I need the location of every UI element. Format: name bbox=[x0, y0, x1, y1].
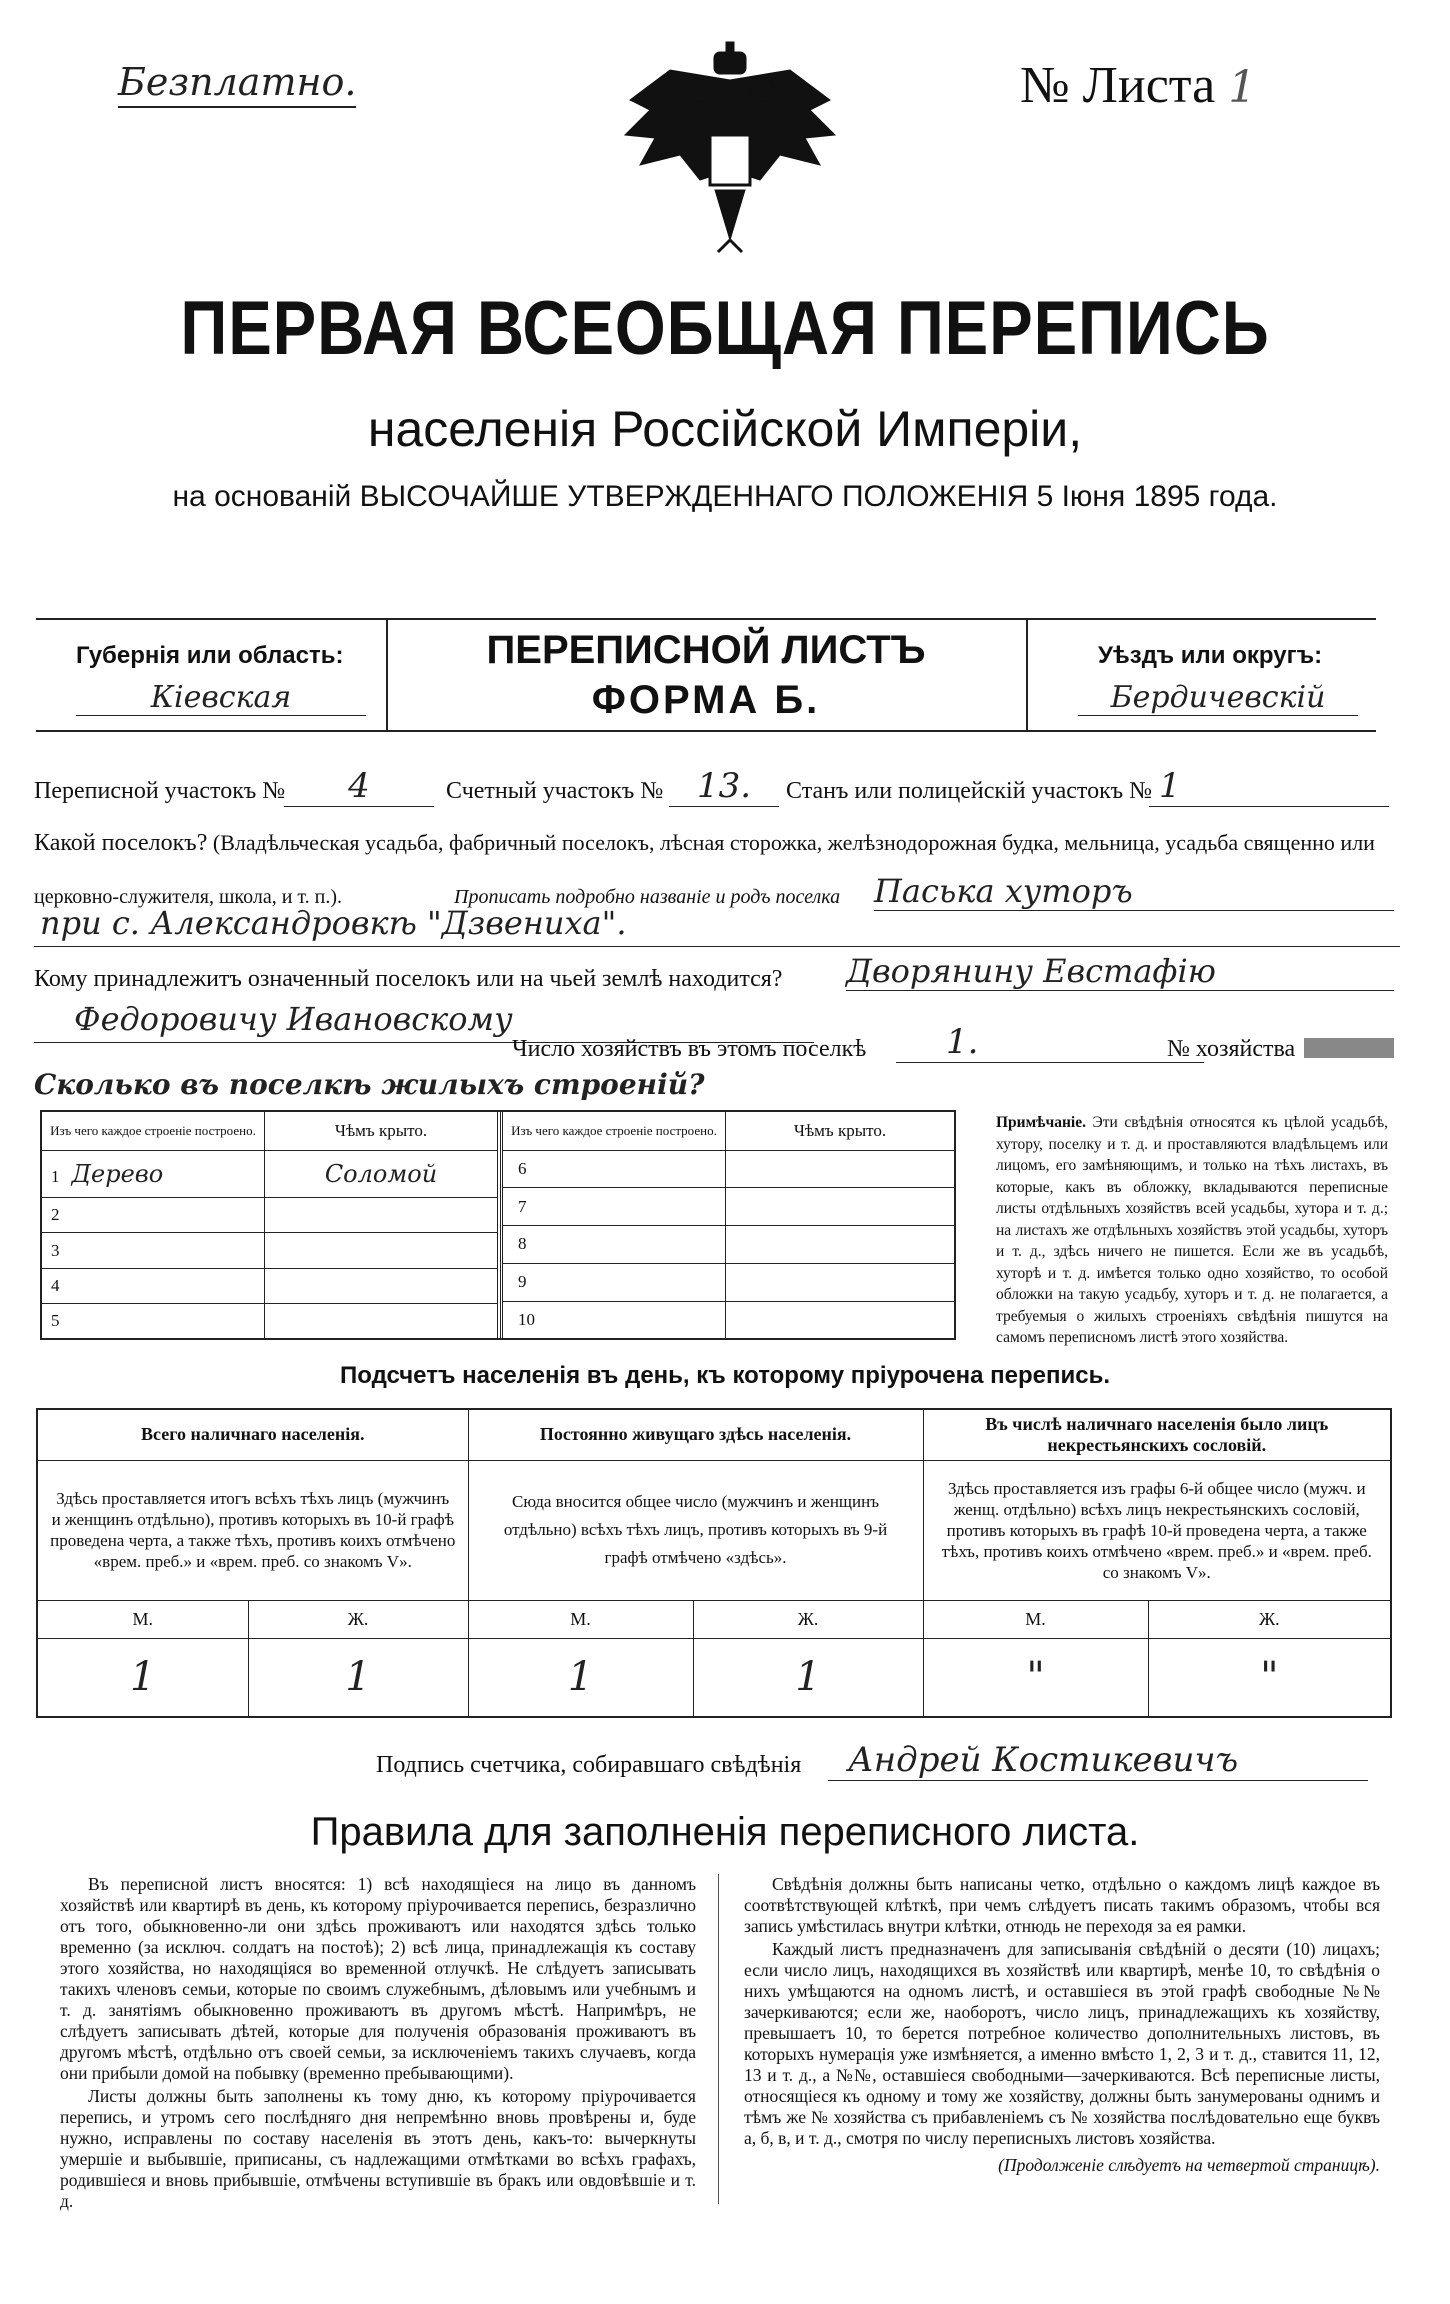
rules-left-p2: Листы должны быть заполнены къ тому дню, къ которому пріурочивается перепись, и утромъ сего послѣдняго дня непремѣнно вновь провѣрены и, буде нужно, исправлены по составу населенія въ этотъ день, какъ-то: вычеркнуты умершіе и выбывшіе, приписаны, съ надлежащими отмѣтками во всѣхъ графахъ, родившіеся и вновь прибывшіе, отмѣчены вступившіе въ бракъ или овдовѣвшіе и т. д. bbox=[60, 2086, 696, 2211]
double-headed-eagle-icon bbox=[610, 40, 850, 255]
buildings-row bbox=[42, 1233, 498, 1268]
count-desc-total: Здѣсь проставляется итогъ всѣхъ тѣхъ лицъ (мужчинъ и женщинъ отдѣльно), противъ которыхъ въ 10-й графѣ проведена черта, а также тѣхъ, противъ коихъ отмѣчено «врем. преб.» и «врем. преб. со знакомъ V». bbox=[38, 1460, 468, 1600]
settlement-hint-1: (Владѣльческая усадьба, фабричный поселокъ, лѣсная сторожка, желѣзнодорожная будка, мельница, усадьба священно или bbox=[212, 830, 1375, 855]
household-no-field[interactable] bbox=[1304, 1038, 1394, 1058]
buildings-row bbox=[502, 1150, 955, 1188]
count-total-m[interactable]: 1 bbox=[38, 1638, 248, 1716]
sheet-number bbox=[1020, 56, 1256, 115]
building-roof[interactable] bbox=[265, 1303, 498, 1338]
count-head-total: Всего наличнаго населенія. bbox=[38, 1410, 468, 1460]
free-label: Безплатно. bbox=[118, 60, 356, 108]
buildings-head-roof: Чѣмъ крыто. bbox=[265, 1112, 498, 1150]
gubernia-label: Губернія или область: bbox=[76, 642, 344, 669]
count-permanent-zh[interactable]: 1 bbox=[693, 1638, 923, 1716]
buildings-row bbox=[42, 1198, 498, 1233]
settlement-instruction: Прописать подробно названіе и родъ поселка bbox=[454, 886, 841, 908]
count-m-header: М. bbox=[38, 1600, 248, 1638]
district-row bbox=[34, 766, 1394, 812]
buildings-head-roof: Чѣмъ крыто. bbox=[726, 1112, 955, 1150]
settlement-question: Какой поселокъ? bbox=[34, 830, 208, 856]
count-head-permanent: Постоянно живущаго здѣсь населенія. bbox=[468, 1410, 923, 1460]
counting-district-label: Счетный участокъ № bbox=[446, 778, 664, 804]
count-m-header: М. bbox=[923, 1600, 1148, 1638]
signature-field[interactable]: Андрей Костикевичъ bbox=[828, 1740, 1368, 1781]
building-roof[interactable] bbox=[265, 1198, 498, 1233]
settlement-field-1[interactable]: Паська хуторъ bbox=[874, 872, 1394, 911]
note-block bbox=[996, 1112, 1388, 1349]
row-number: 6 bbox=[518, 1158, 527, 1178]
uezd-cell bbox=[1026, 620, 1378, 730]
page-subtitle: населенія Россійской Имперіи, bbox=[367, 401, 1083, 457]
owner-field-2-text: Федоровичу Ивановскому bbox=[74, 1000, 513, 1038]
building-roof[interactable] bbox=[726, 1150, 955, 1188]
census-district-field[interactable]: 4 bbox=[284, 766, 434, 807]
buildings-row bbox=[502, 1226, 955, 1264]
buildings-row bbox=[42, 1303, 498, 1338]
owner-row bbox=[34, 952, 1394, 1000]
row-number: 5 bbox=[51, 1310, 60, 1330]
buildings-question: Сколько въ поселкѣ жилыхъ строеній? bbox=[34, 1068, 705, 1101]
rules-continuation: (Продолженіе слѣдуетъ на четвертой страницѣ). bbox=[998, 2155, 1380, 2175]
building-roof[interactable] bbox=[726, 1226, 955, 1264]
rules-left-column bbox=[60, 1874, 696, 2214]
settlement-row bbox=[34, 830, 1394, 857]
building-roof[interactable]: Соломой bbox=[265, 1150, 498, 1198]
buildings-head-material: Изъ чего каждое строеніе построено. bbox=[42, 1112, 265, 1150]
rules-left-p1: Въ переписной листъ вносятся: 1) всѣ находящіеся на лицо въ данномъ хозяйствѣ или квартирѣ въ день, къ которому пріурочивается перепись, безразлично отъ того, обыкновенно-ли они здѣсь проживаютъ или находятся здѣсь только временно (за исключ. солдатъ на постоѣ); 2) всѣ лица, принадлежащія къ составу этого хозяйства, но находящіяся во временной отлучкѣ. Не слѣдуетъ записывать такихъ членовъ семьи, которые по своимъ служебнымъ, дѣловымъ или учебнымъ и т. д. занятіямъ обыкновенно проживаютъ въ другомъ мѣстѣ. Напримѣръ, не слѣдуетъ записывать дѣтей, которые для полученія образованія проживаютъ въ другомъ мѣстѣ, отдѣльно отъ своей семьи, за исключеніемъ такихъ случаевъ, когда они прибыли домой на побывку (временно пребывающими). bbox=[60, 1874, 696, 2083]
count-zh-header: Ж. bbox=[693, 1600, 923, 1638]
buildings-head-material: Изъ чего каждое строеніе построено. bbox=[502, 1112, 726, 1150]
row-number: 4 bbox=[51, 1275, 60, 1295]
building-roof[interactable] bbox=[726, 1263, 955, 1301]
row-number: 7 bbox=[518, 1196, 527, 1216]
uezd-label: Уѣздъ или округъ: bbox=[1098, 642, 1323, 669]
row-number: 8 bbox=[518, 1234, 527, 1254]
count-desc-permanent: Сюда вносится общее число (мужчинъ и женщинъ отдѣльно) всѣхъ тѣхъ лицъ, противъ которыхъ въ 9-й графѣ отмѣчено «здѣсь». bbox=[468, 1460, 923, 1600]
stan-field[interactable]: 1 bbox=[1149, 766, 1389, 807]
settlement-field-2[interactable]: при с. Александровкѣ "Дзвениха". bbox=[34, 904, 1400, 947]
gubernia-cell bbox=[36, 620, 388, 730]
count-table bbox=[36, 1408, 1392, 1718]
households-field[interactable]: 1. bbox=[896, 1022, 1204, 1063]
count-m-header: М. bbox=[468, 1600, 693, 1638]
count-head-nonpeasant: Въ числѣ наличнаго населенія было лицъ некрестьянскихъ сословій. bbox=[923, 1410, 1390, 1460]
owner-question: Кому принадлежитъ означенный поселокъ или на чьей землѣ находится? bbox=[34, 966, 783, 992]
household-no-label: № хозяйства bbox=[1167, 1036, 1296, 1062]
count-zh-header: Ж. bbox=[248, 1600, 468, 1638]
form-header-box bbox=[36, 618, 1376, 732]
sheet-title: ПЕРЕПИСНОЙ ЛИСТЪ bbox=[486, 628, 926, 672]
count-nonpeasant-m[interactable]: " bbox=[923, 1638, 1148, 1716]
settlement-hint-2: церковно-служителя, школа, и т. п.). bbox=[34, 886, 342, 908]
buildings-table bbox=[40, 1110, 956, 1340]
building-material[interactable]: Дерево bbox=[71, 1159, 164, 1188]
building-roof[interactable] bbox=[265, 1268, 498, 1303]
note-title: Примѣчаніе. bbox=[996, 1114, 1086, 1131]
households-row bbox=[34, 1022, 1394, 1066]
form-label: ФОРМА Б. bbox=[591, 678, 821, 722]
count-zh-header: Ж. bbox=[1148, 1600, 1390, 1638]
sheet-number-value: 1 bbox=[1228, 62, 1257, 113]
row-number: 9 bbox=[518, 1272, 527, 1292]
households-label: Число хозяйствъ въ этомъ поселкѣ bbox=[512, 1036, 867, 1062]
rules-right-column bbox=[744, 1874, 1380, 2178]
buildings-row bbox=[502, 1301, 955, 1338]
buildings-row bbox=[502, 1188, 955, 1226]
count-title: Подсчетъ населенія въ день, къ которому пріурочена перепись. bbox=[340, 1362, 1110, 1389]
count-total-zh[interactable]: 1 bbox=[248, 1638, 468, 1716]
buildings-row bbox=[42, 1150, 498, 1198]
count-permanent-m[interactable]: 1 bbox=[468, 1638, 693, 1716]
row-number: 3 bbox=[51, 1240, 60, 1260]
rules-title: Правила для заполненія переписного листа. bbox=[310, 1810, 1140, 1854]
census-district-label: Переписной участокъ № bbox=[34, 778, 286, 804]
rules-right-p1: Свѣдѣнія должны быть написаны четко, отдѣльно о каждомъ лицѣ каждое въ соотвѣтствующей клѣткѣ, при чемъ слѣдуетъ писать такимъ образомъ, чтобы вся запись умѣстилась внутри клѣтки, отнюдь не переходя за ея рамки. bbox=[744, 1874, 1380, 1936]
buildings-row bbox=[502, 1263, 955, 1301]
owner-field-1[interactable]: Дворянину Евстафію bbox=[846, 952, 1394, 991]
building-roof[interactable] bbox=[726, 1301, 955, 1338]
rules-divider bbox=[718, 1874, 719, 2204]
signature-row bbox=[36, 1740, 1388, 1786]
buildings-row bbox=[42, 1268, 498, 1303]
count-nonpeasant-zh[interactable]: " bbox=[1148, 1638, 1390, 1716]
note-text: Эти свѣдѣнія относятся къ цѣлой усадьбѣ, хутору, поселку и т. д. и проставляются владѣльцемъ или лицомъ, его замѣняющимъ, и только на тѣхъ листахъ, въ которые, какъ въ обложку, вкладываются переписные листы отдѣльныхъ хозяйствъ всей усадьбы, хутора и т. д.; на листахъ же отдѣльныхъ хозяйствъ этой усадьбы, хуторъ и т. д., здѣсь ничего не пишется. Если же въ усадьбѣ, хуторѣ и т. д. имѣется только одно хозяйство, то особой обложки на такую усадьбу, хуторъ и т. д. не полагается, а требуемыя о жилыхъ строеніяхъ свѣдѣнія пишутся на самомъ переписномъ листѣ этого хозяйства. bbox=[996, 1114, 1389, 1346]
row-number: 2 bbox=[51, 1205, 60, 1225]
uezd-field[interactable]: Бердичевскій bbox=[1078, 680, 1358, 716]
counting-district-field[interactable]: 13. bbox=[669, 766, 779, 807]
legal-basis: на основаній ВЫСОЧАЙШЕ УТВЕРЖДЕННАГО ПОЛОЖЕНІЯ 5 Іюня 1895 года. bbox=[172, 480, 1278, 513]
row-number: 10 bbox=[518, 1309, 535, 1329]
signature-label: Подпись счетчика, собиравшаго свѣдѣнія bbox=[376, 1752, 802, 1778]
row-number: 1 bbox=[51, 1166, 60, 1186]
stan-label: Станъ или полицейскій участокъ № bbox=[786, 778, 1153, 804]
count-desc-nonpeasant: Здѣсь проставляется изъ графы 6-й общее число (мужч. и женщ. отдѣльно) всѣхъ лицъ некрестьянскихъ сословій, противъ которыхъ въ графѣ 10-й проведена черта, а также тѣхъ, противъ коихъ отмѣчено «врем. преб.» и «врем. преб. со знакомъ V». bbox=[923, 1460, 1390, 1600]
page-title: ПЕРВАЯ ВСЕОБЩАЯ ПЕРЕПИСЬ bbox=[180, 286, 1270, 371]
building-roof[interactable] bbox=[726, 1188, 955, 1226]
rules-right-p2: Каждый листъ предназначенъ для записыванія свѣдѣній о десяти (10) лицахъ; если число лицъ, находящихся въ хозяйствѣ или квартирѣ, менѣе 10, то свѣдѣнія о нихъ умѣщаются на одномъ листѣ, и оставшіеся въ этой графѣ свободные №№ зачеркиваются; если же, наоборотъ, число лицъ, принадлежащихъ къ хозяйству, превышаетъ 10, то берется потребное количество дополнительныхъ листовъ, въ которыхъ нумерація уже измѣняется, а именно вмѣсто 1, 2, 3 и т. д., ставится 11, 12, 13 и т. д., а №№, оставшіеся свободными—зачеркиваются. Всѣ переписные листы, относящіеся къ одному и тому же хозяйству, должны быть занумерованы однимъ и тѣмъ же № хозяйства съ прибавленіемъ съ № хозяйства послѣдовательно еще буквъ а, б, в, и т. д., смотря по числу переписныхъ листовъ хозяйства. bbox=[744, 1939, 1380, 2148]
building-roof[interactable] bbox=[265, 1233, 498, 1268]
sheet-number-label: № Листа bbox=[1020, 57, 1216, 114]
gubernia-field[interactable]: Кіевская bbox=[76, 680, 366, 716]
